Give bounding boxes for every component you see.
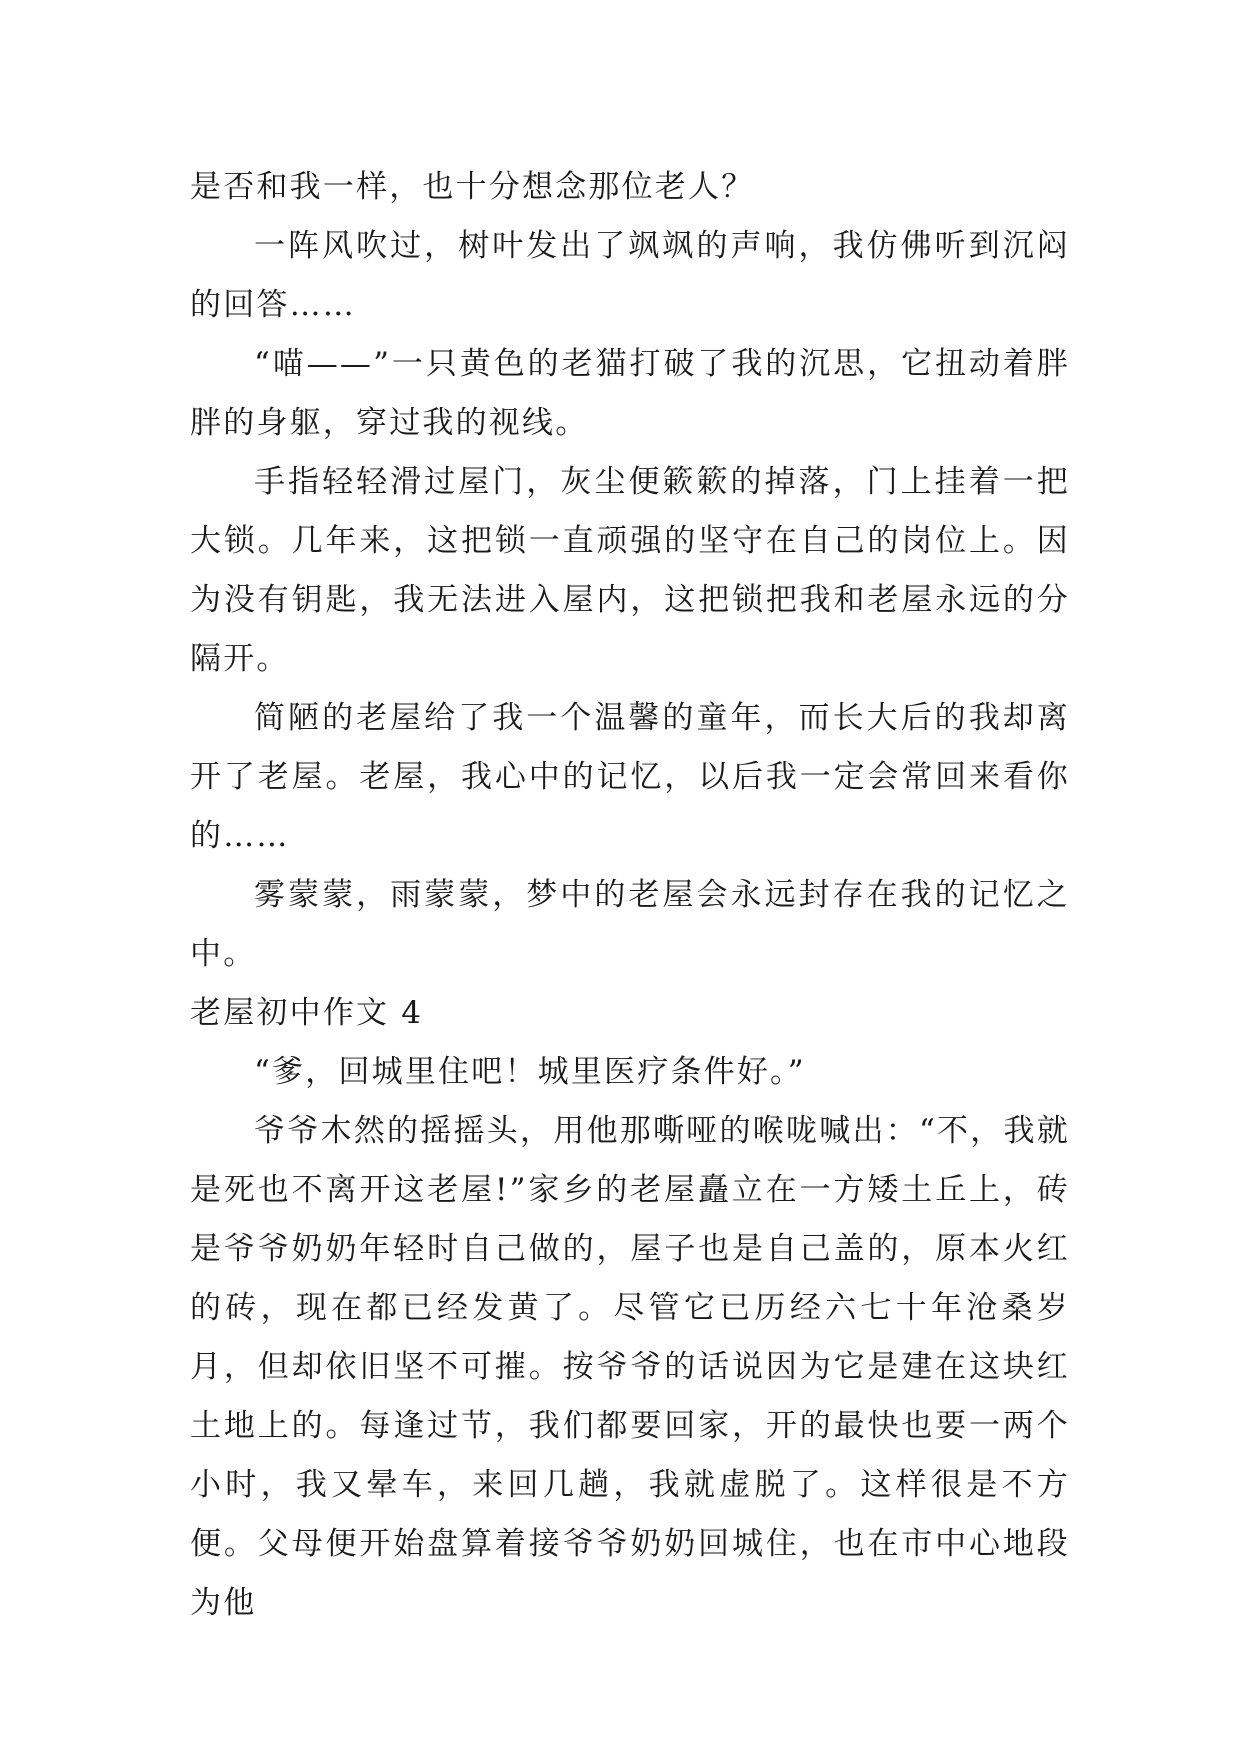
paragraph-5: 简陋的老屋给了我一个温馨的童年，而长大后的我却离开了老屋。老屋，我心中的记忆，以后我一定会常回来看你的…… bbox=[190, 700, 1070, 854]
paragraph-7: “爹，回城里住吧！城里医疗条件好。” bbox=[254, 1054, 806, 1090]
paragraph-3: “喵——”一只黄色的老猫打破了我的沉思，它扭动着胖胖的身躯，穿过我的视线。 bbox=[190, 346, 1070, 441]
paragraph-1: 是否和我一样，也十分想念那位老人？ bbox=[190, 169, 755, 205]
paragraph-6: 雾蒙蒙，雨蒙蒙，梦中的老屋会永远封存在我的记忆之中。 bbox=[190, 877, 1070, 972]
paragraph-8: 爷爷木然的摇摇头，用他那嘶哑的喉咙喊出：“不，我就是死也不离开这老屋!”家乡的老屋矗立在一方矮土丘上，砖是爷爷奶奶年轻时自己做的，屋子也是自己盖的，原本火红的砖，现在都已经发黄了。尽管它已历经六七十年沧桑岁月，但却依旧坚不可摧。按爷爷的话说因为它是建在这块红土地上的。每逢过节，我们都要回家，开的最快也要一两个小时，我又晕车，来回几趟，我就虚脱了。这样很是不方便。父母便开始盘算着接爷爷奶奶回城住，也在市中心地段为他 bbox=[190, 1113, 1070, 1621]
section-heading: 老屋初中作文 4 bbox=[190, 995, 424, 1031]
paragraph-4: 手指轻轻滑过屋门，灰尘便簌簌的掉落，门上挂着一把大锁。几年来，这把锁一直顽强的坚守在自己的岗位上。因为没有钥匙，我无法进入屋内，这把锁把我和老屋永远的分隔开。 bbox=[190, 464, 1070, 677]
document-body bbox=[190, 158, 1070, 1633]
paragraph-2: 一阵风吹过，树叶发出了飒飒的声响，我仿佛听到沉闷的回答…… bbox=[190, 228, 1070, 323]
